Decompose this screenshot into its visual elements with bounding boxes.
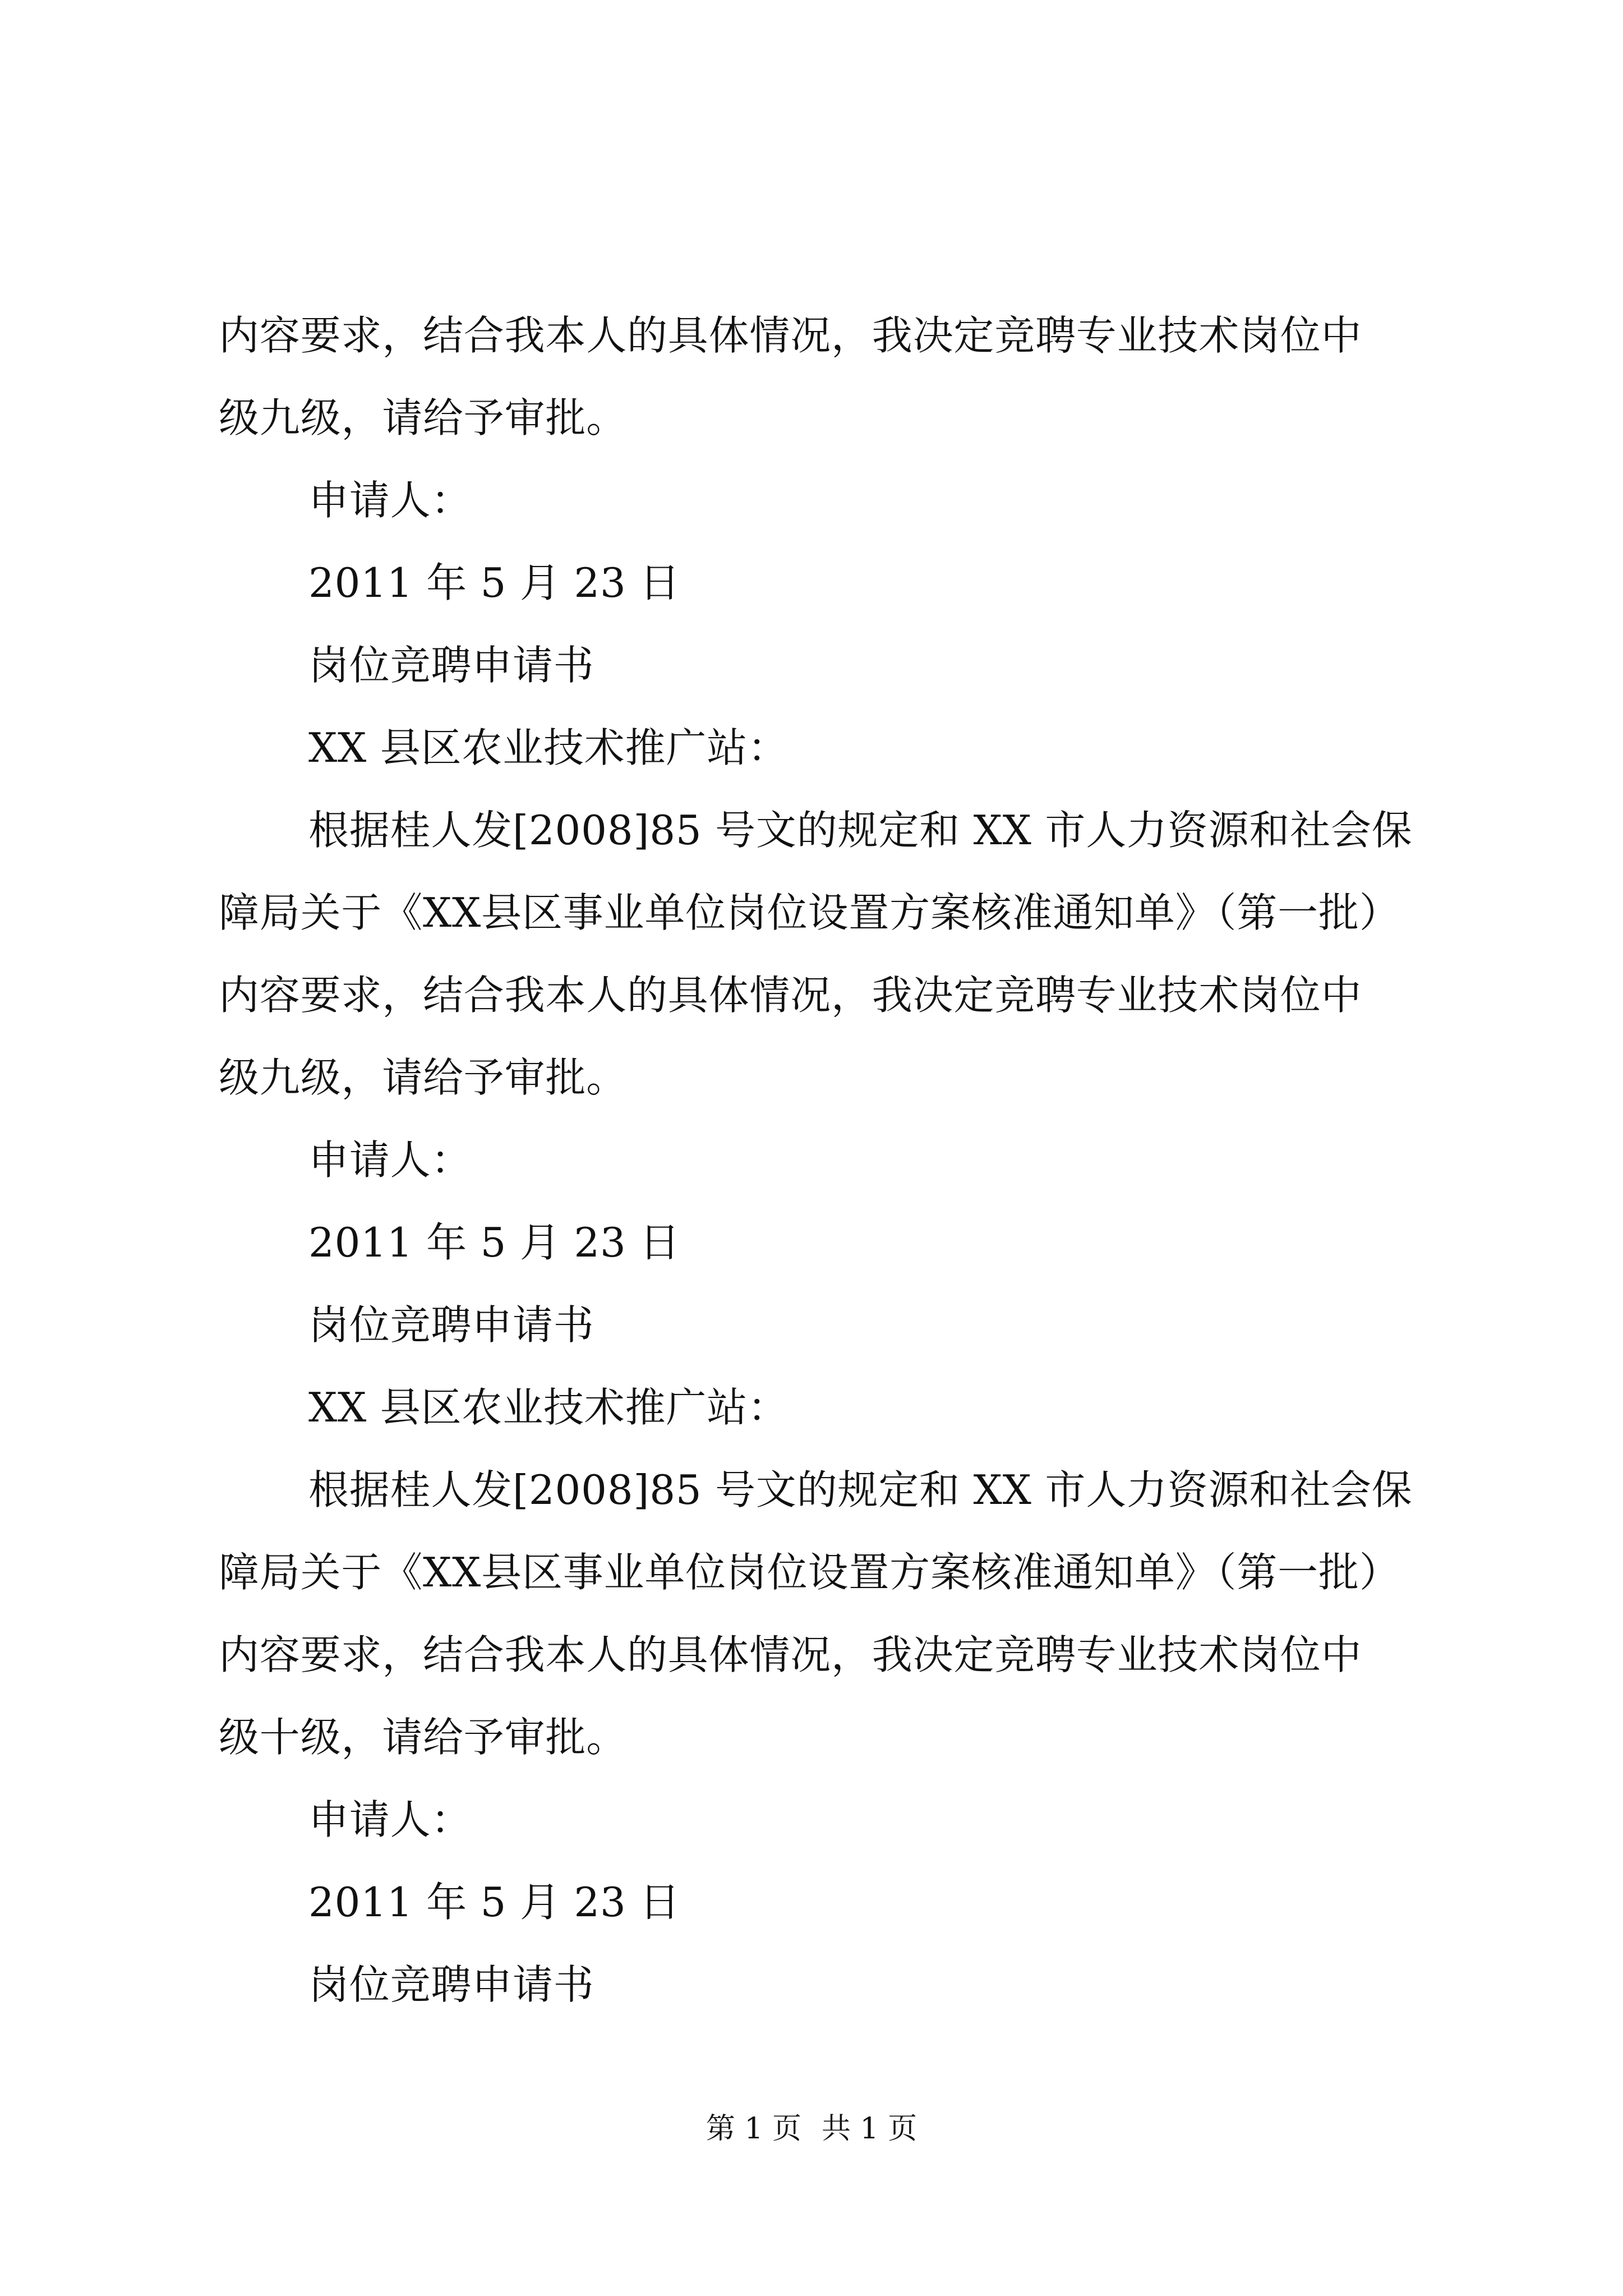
- page-number: 第 1 页: [706, 2112, 801, 2146]
- section-title: 岗位竞聘申请书: [308, 1301, 594, 1349]
- applicant-label: 申请人：: [308, 477, 472, 524]
- recipient-line: XX 县区农业技术推广站：: [308, 1384, 789, 1431]
- date-line: 2011 年 5 月 23 日: [308, 1879, 681, 1926]
- page-footer: [0, 2106, 1623, 2151]
- paragraph-line: 障局关于《XX县区事业单位岗位设置方案核准通知单》（第一批）: [219, 889, 1400, 936]
- paragraph-line: 根据桂人发[2008]85 号文的规定和 XX 市人力资源和社会保: [308, 807, 1413, 854]
- applicant-label: 申请人：: [308, 1137, 472, 1184]
- document-body: [219, 295, 1419, 2026]
- paragraph-line: 内容要求，结合我本人的具体情况，我决定竞聘专业技术岗位中: [219, 972, 1362, 1019]
- applicant-label: 申请人：: [308, 1796, 472, 1843]
- date-line: 2011 年 5 月 23 日: [308, 1219, 681, 1266]
- recipient-line: XX 县区农业技术推广站：: [308, 724, 789, 771]
- paragraph-line: 级九级，请给予审批。: [219, 394, 628, 441]
- paragraph-line: 级九级，请给予审批。: [219, 1054, 628, 1101]
- paragraph-line: 级十级，请给予审批。: [219, 1714, 628, 1761]
- paragraph-line: 内容要求，结合我本人的具体情况，我决定竞聘专业技术岗位中: [219, 1631, 1362, 1678]
- paragraph-line: 障局关于《XX县区事业单位岗位设置方案核准通知单》（第一批）: [219, 1549, 1400, 1596]
- paragraph-line: 根据桂人发[2008]85 号文的规定和 XX 市人力资源和社会保: [308, 1466, 1413, 1513]
- page-total: 共 1 页: [822, 2112, 917, 2146]
- date-line: 2011 年 5 月 23 日: [308, 559, 681, 606]
- section-title: 岗位竞聘申请书: [308, 1961, 594, 2008]
- section-title: 岗位竞聘申请书: [308, 642, 594, 689]
- paragraph-line: 内容要求，结合我本人的具体情况，我决定竞聘专业技术岗位中: [219, 312, 1362, 359]
